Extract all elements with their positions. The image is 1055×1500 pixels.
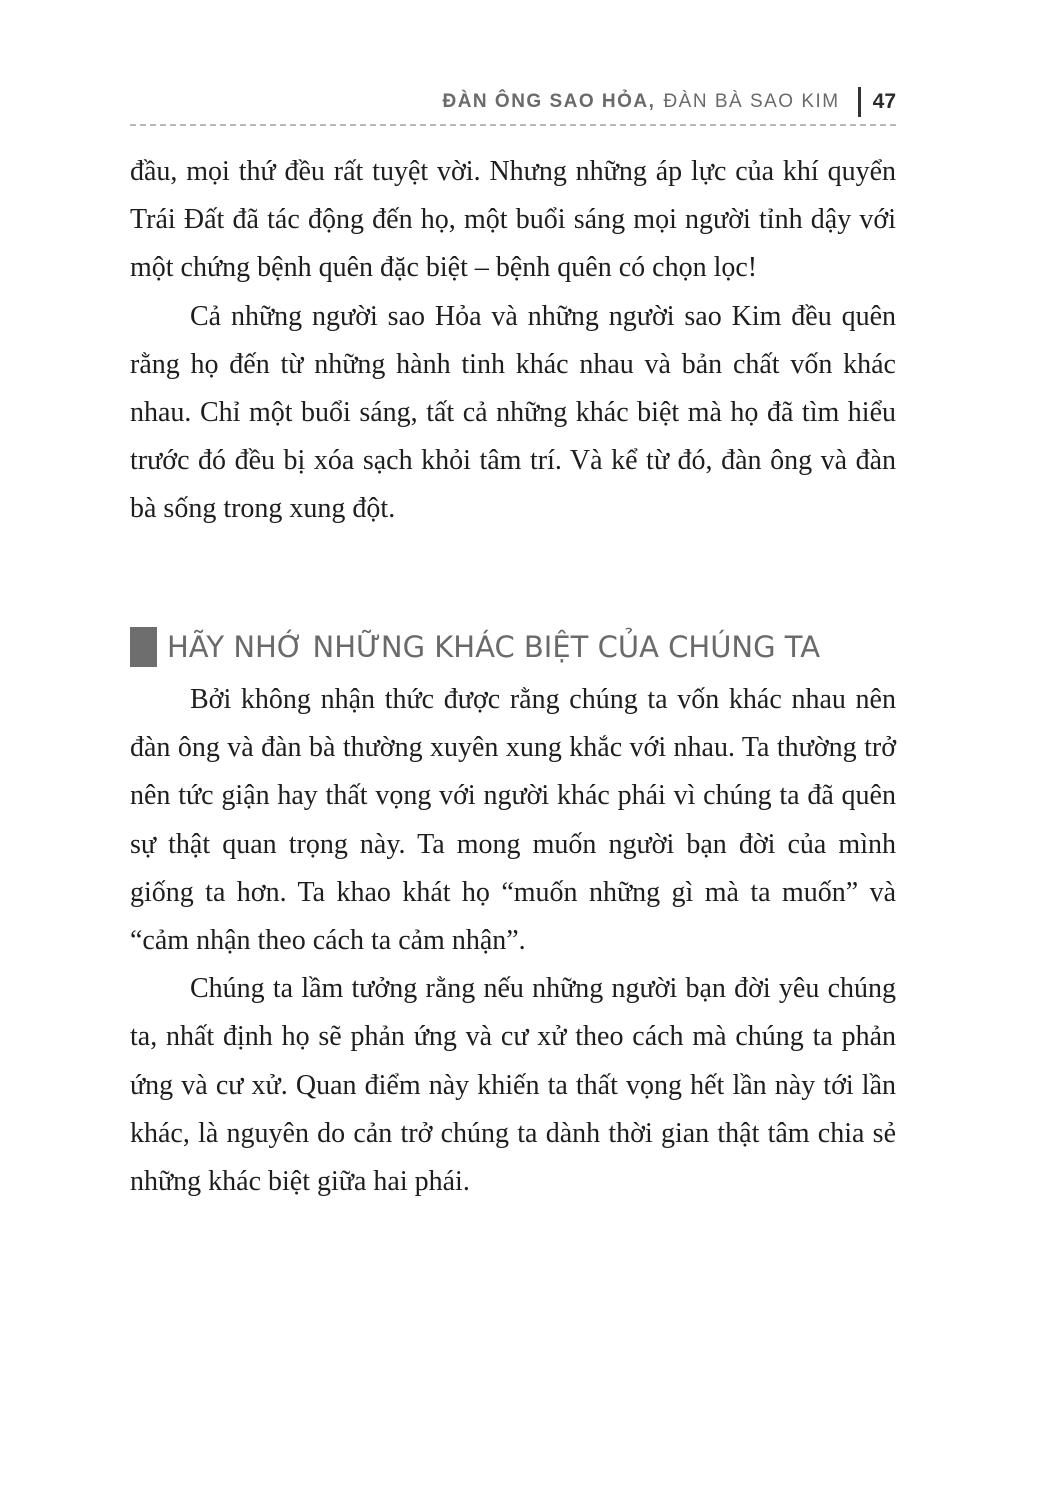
paragraph: Bởi không nhận thức được rằng chúng ta vốn khác nhau nên đàn ông và đàn bà thường xuyên xung khắc với nhau. Ta thường trở nên tức giận hay thất vọng với người khác phái vì chúng ta đã quên sự thật quan trọng này. Ta mong muốn người bạn đời của mình giống ta hơn. Ta khao khát họ “muốn những gì mà ta muốn” và “cảm nhận theo cách ta cảm nhận”. [130,684,896,957]
page-number: 47 [872,90,896,113]
running-header [130,82,896,122]
section-2-body [130,676,896,1206]
heading-marker-bar [130,627,157,667]
section-heading [130,625,820,669]
header-dashed-rule [130,124,896,126]
paragraph-continuation: đầu, mọi thứ đều rất tuyệt vời. Nhưng những áp lực của khí quyển Trái Đất đã tác động đến họ, một buổi sáng mọi người tỉnh dậy với một chứng bệnh quên đặc biệt – bệnh quên có chọn lọc! [130,156,896,284]
paragraph: Chúng ta lầm tưởng rằng nếu những người bạn đời yêu chúng ta, nhất định họ sẽ phản ứng và cư xử theo cách mà chúng ta phản ứng và cư xử. Quan điểm này khiến ta thất vọng hết lần này tới lần khác, là nguyên do cản trở chúng ta dành thời gian thật tâm chia sẻ những khác biệt giữa hai phái. [130,973,896,1198]
book-title-bold: ĐÀN ÔNG SAO HỎA, [442,91,656,112]
section-1-body [130,148,896,534]
header-divider [858,87,861,117]
book-title-regular: ĐÀN BÀ SAO KIM [663,91,840,112]
section-heading-text: HÃY NHỚ NHỮNG KHÁC BIỆT CỦA CHÚNG TA [167,630,821,664]
paragraph: Cả những người sao Hỏa và những người sao Kim đều quên rằng họ đến từ những hành tinh khác nhau và bản chất vốn khác nhau. Chỉ một buổi sáng, tất cả những khác biệt mà họ đã tìm hiểu trước đó đều bị xóa sạch khỏi tâm trí. Và kể từ đó, đàn ông và đàn bà sống trong xung đột. [130,300,896,525]
